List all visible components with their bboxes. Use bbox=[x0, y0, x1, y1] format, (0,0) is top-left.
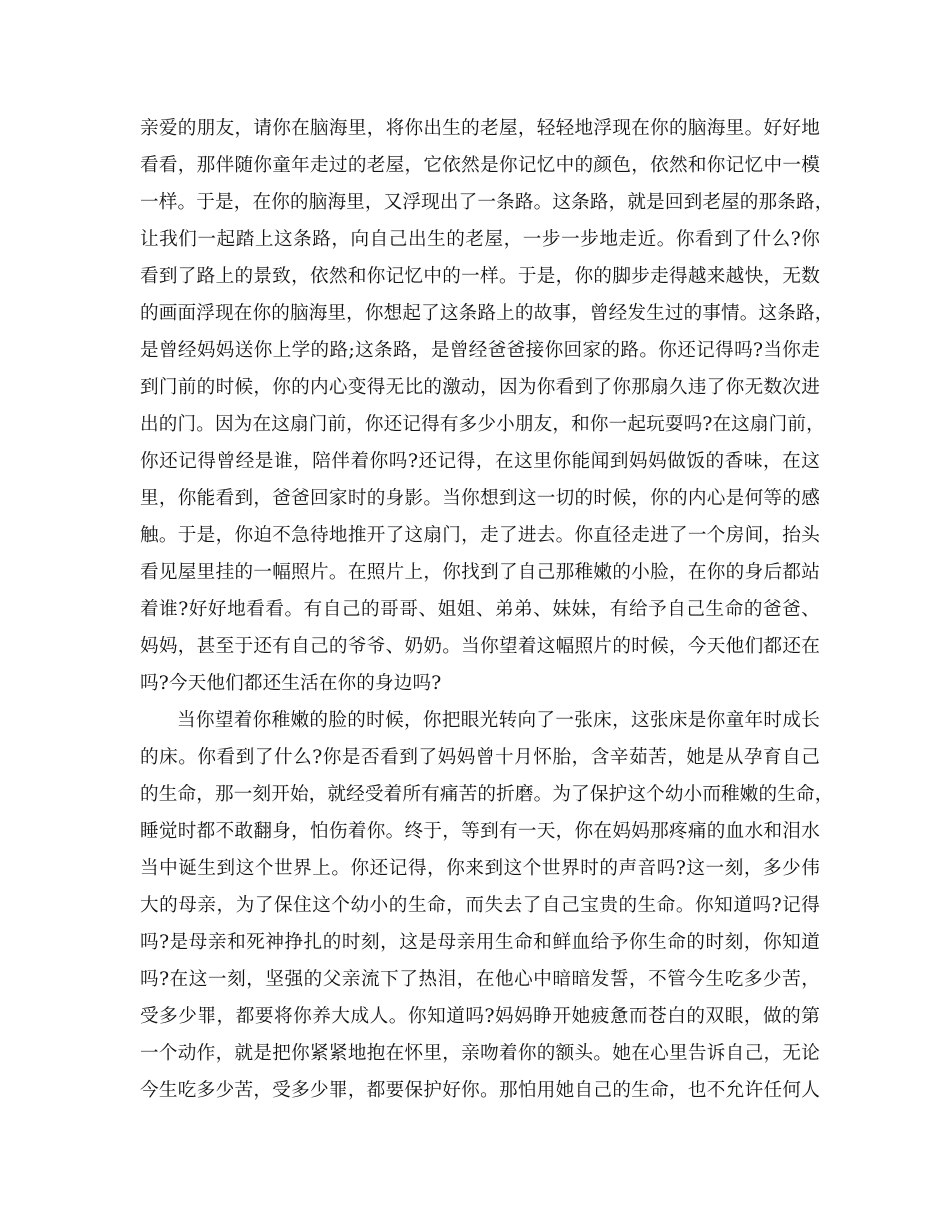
text-line: 看到了路上的景致，依然和你记忆中的一样。于是，你的脚步走得越来越快，无数 bbox=[140, 266, 820, 287]
text-line-paragraph-end: 吗?今天他们都还生活在你的身边吗? bbox=[140, 673, 442, 694]
text-line: 吗?是母亲和死神挣扎的时刻，这是母亲用生命和鲜血给予你生命的时刻，你知道 bbox=[140, 932, 820, 953]
text-line: 的床。你看到了什么?你是否看到了妈妈曾十月怀胎，含辛茹苦，她是从孕育自己 bbox=[140, 747, 820, 768]
text-line: 今生吃多少苦，受多少罪，都要保护好你。那怕用她自己的生命，也不允许任何人 bbox=[140, 1080, 820, 1101]
text-line: 亲爱的朋友，请你在脑海里，将你出生的老屋，轻轻地浮现在你的脑海里。好好地 bbox=[140, 118, 820, 139]
text-line: 的生命，那一刻开始，就经受着所有痛苦的折磨。为了保护这个幼小而稚嫩的生命， bbox=[140, 784, 834, 805]
text-line: 受多少罪，都要将你养大成人。你知道吗?妈妈睁开她疲惫而苍白的双眼，做的第 bbox=[140, 1006, 820, 1027]
text-line: 出的门。因为在这扇门前，你还记得有多少小朋友，和你一起玩耍吗?在这扇门前， bbox=[140, 414, 825, 435]
text-line: 的画面浮现在你的脑海里，你想起了这条路上的故事，曾经发生过的事情。这条路， bbox=[140, 303, 834, 324]
text-line: 你还记得曾经是谁，陪伴着你吗?还记得，在这里你能闻到妈妈做饭的香味，在这 bbox=[140, 451, 820, 472]
text-line: 是曾经妈妈送你上学的路;这条路，是曾经爸爸接你回家的路。你还记得吗?当你走 bbox=[140, 340, 820, 361]
text-line: 吗?在这一刻，坚强的父亲流下了热泪，在他心中暗暗发誓，不管今生吃多少苦， bbox=[140, 969, 820, 990]
text-line: 睡觉时都不敢翻身，怕伤着你。终于，等到有一天，你在妈妈那疼痛的血水和泪水 bbox=[140, 821, 820, 842]
text-line: 大的母亲，为了保住这个幼小的生命，而失去了自己宝贵的生命。你知道吗?记得 bbox=[140, 895, 820, 916]
text-line: 让我们一起踏上这条路，向自己出生的老屋，一步一步地走近。你看到了什么?你 bbox=[140, 229, 820, 250]
text-line: 一样。于是，在你的脑海里，又浮现出了一条路。这条路，就是回到老屋的那条路， bbox=[140, 192, 834, 213]
text-line-paragraph-start: 当你望着你稚嫩的脸的时候，你把眼光转向了一张床，这张床是你童年时成长 bbox=[177, 710, 820, 731]
text-line: 看见屋里挂的一幅照片。在照片上，你找到了自己那稚嫩的小脸，在你的身后都站 bbox=[140, 562, 820, 583]
text-line: 触。于是，你迫不急待地推开了这扇门，走了进去。你直径走进了一个房间，抬头 bbox=[140, 525, 820, 546]
text-line: 一个动作，就是把你紧紧地抱在怀里，亲吻着你的额头。她在心里告诉自己，无论 bbox=[140, 1043, 820, 1064]
text-line: 当中诞生到这个世界上。你还记得，你来到这个世界时的声音吗?这一刻，多少伟 bbox=[140, 858, 820, 879]
text-line: 里，你能看到，爸爸回家时的身影。当你想到这一切的时候，你的内心是何等的感 bbox=[140, 488, 820, 509]
text-line: 妈妈，甚至于还有自己的爷爷、奶奶。当你望着这幅照片的时候，今天他们都还在 bbox=[140, 636, 820, 657]
text-line: 着谁?好好地看看。有自己的哥哥、姐姐、弟弟、妹妹，有给予自己生命的爸爸、 bbox=[140, 599, 820, 620]
text-line: 看看，那伴随你童年走过的老屋，它依然是你记忆中的颜色，依然和你记忆中一模 bbox=[140, 155, 820, 176]
text-line: 到门前的时候，你的内心变得无比的激动，因为你看到了你那扇久违了你无数次进 bbox=[140, 377, 820, 398]
